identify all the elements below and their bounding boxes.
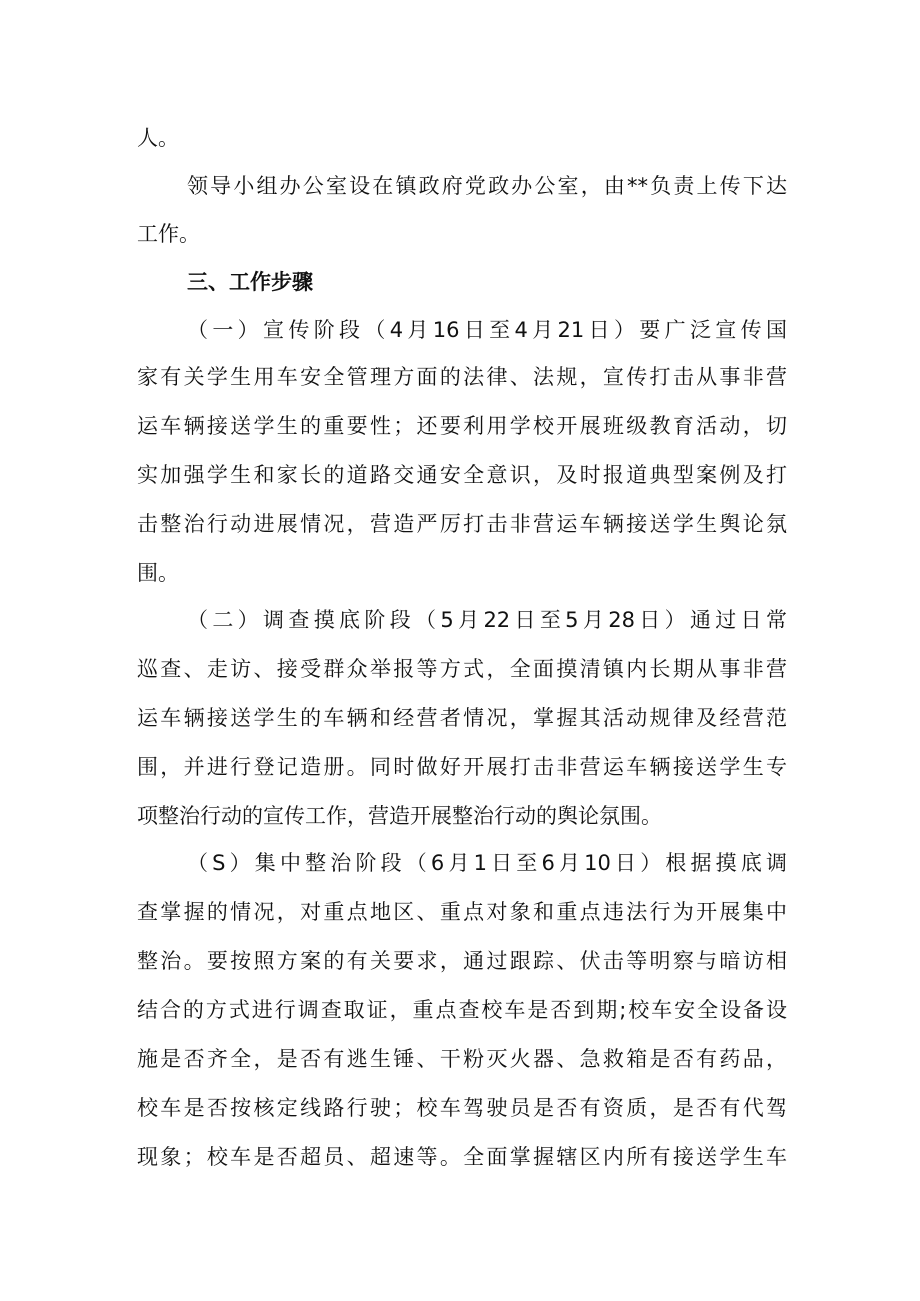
text-line: 巡查、走访、接受群众举报等方式，全面摸清镇内长期从事非营: [137, 657, 787, 681]
text-line: 领导小组办公室设在镇政府党政办公室，由**负责上传下达: [187, 174, 787, 198]
text-line: 实加强学生和家长的道路交通安全意识，及时报道典型案例及打: [137, 463, 787, 487]
text-line: （一）宣传阶段（4月16日至4月21日）要广泛宣传国: [187, 318, 787, 342]
text-line: 结合的方式进行调查取证，重点查校车是否到期;校车安全设备设: [137, 998, 787, 1022]
text-line: 围，并进行登记造册。同时做好开展打击非营运车辆接送学生专: [137, 755, 787, 779]
text-line: 整治。要按照方案的有关要求，通过跟踪、伏击等明察与暗访相: [137, 949, 787, 973]
text-line: 项整治行动的宣传工作，营造开展整治行动的舆论氛围。: [137, 804, 662, 828]
text-line: 查掌握的情况，对重点地区、重点对象和重点违法行为开展集中: [137, 900, 787, 924]
section-heading: 三、工作步骤: [187, 270, 313, 294]
text-line: 人。: [137, 126, 179, 150]
text-line: 围。: [137, 561, 179, 585]
text-line: 工作。: [137, 222, 200, 246]
text-line: （二）调查摸底阶段（5月22日至5月28日）通过日常: [187, 608, 787, 632]
text-line: 运车辆接送学生的车辆和经营者情况，掌握其活动规律及经营范: [137, 706, 787, 730]
text-line: 施是否齐全，是否有逃生锤、干粉灭火器、急救箱是否有药品，: [137, 1047, 787, 1071]
text-line: 现象；校车是否超员、超速等。全面掌握辖区内所有接送学生车: [137, 1145, 787, 1169]
text-line: 校车是否按核定线路行驶；校车驾驶员是否有资质，是否有代驾: [137, 1096, 787, 1120]
text-line: 运车辆接送学生的重要性；还要利用学校开展班级教育活动，切: [137, 414, 787, 438]
text-line: 家有关学生用车安全管理方面的法律、法规，宣传打击从事非营: [137, 365, 787, 389]
text-line: 击整治行动进展情况，营造严厉打击非营运车辆接送学生舆论氛: [137, 512, 787, 536]
text-line: （S）集中整治阶段（6月1日至6月10日）根据摸底调: [187, 851, 787, 875]
